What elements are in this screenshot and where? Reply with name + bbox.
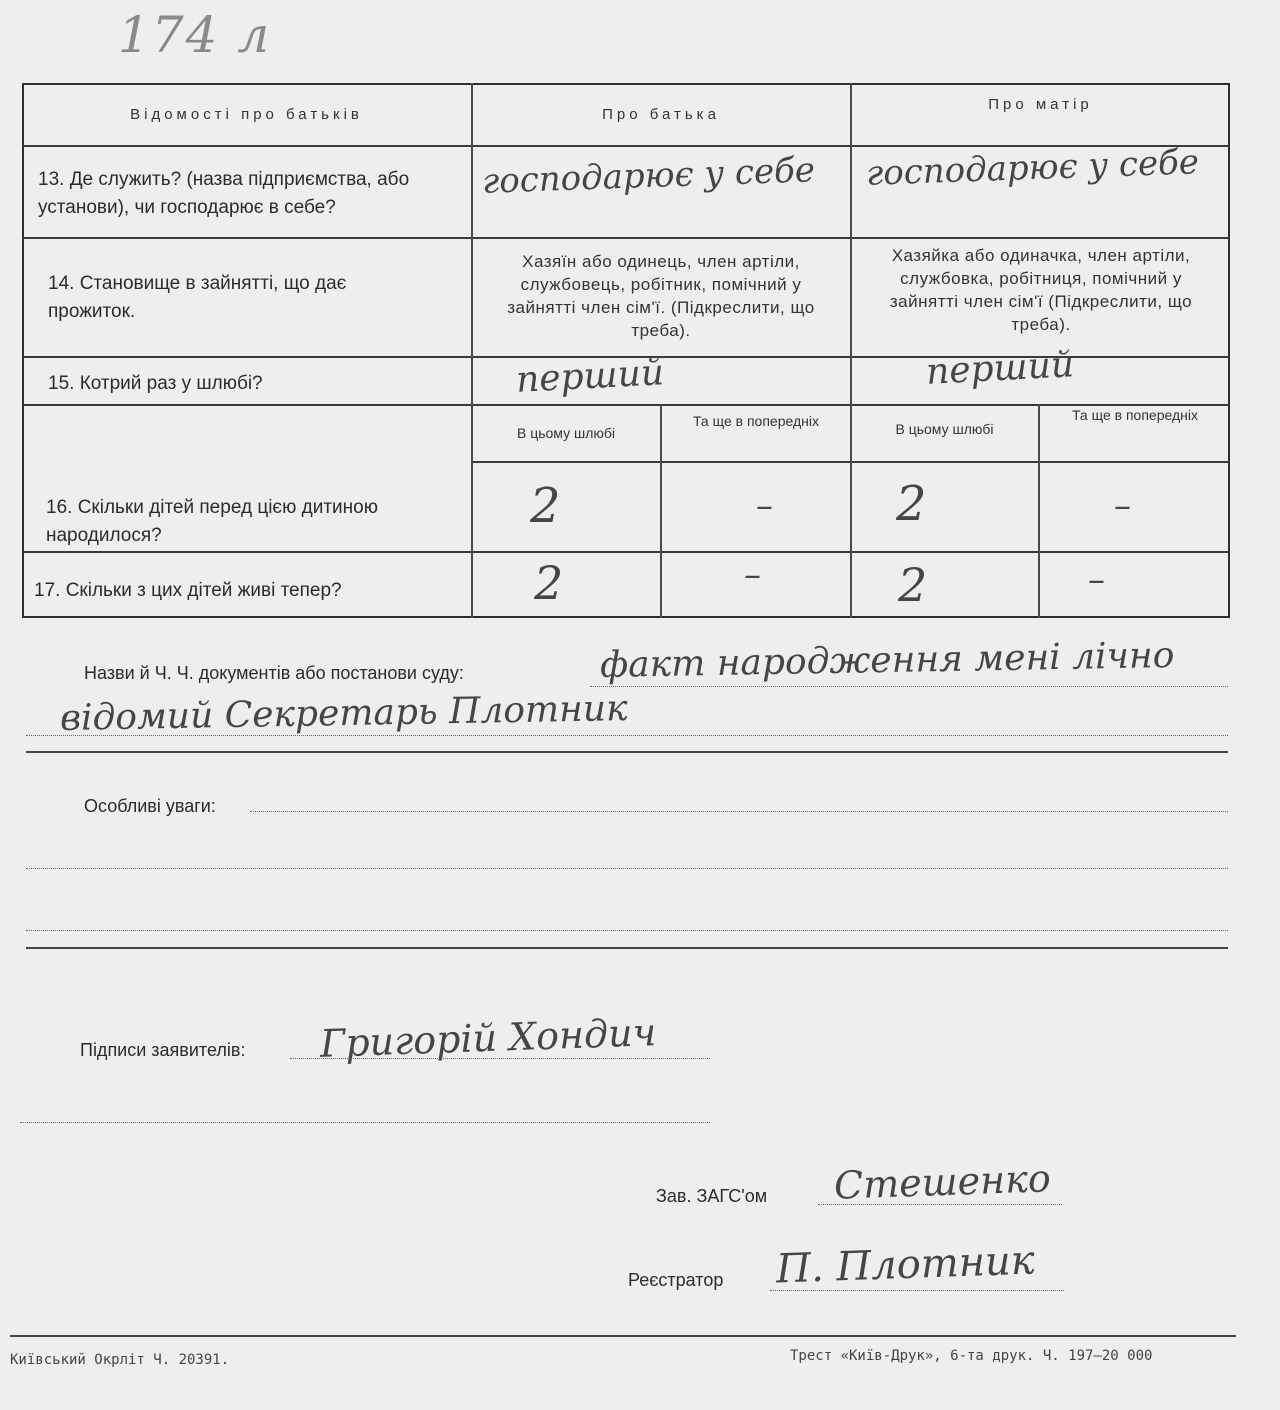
table-rule (471, 83, 473, 618)
subheader-father-this-marriage: В цьому шлюбі (516, 425, 616, 441)
separator-line (26, 751, 1228, 753)
table-rule (1038, 404, 1040, 618)
header-parents-info: Відомості про батьків (130, 106, 363, 123)
answer-17-father-prev: – (744, 555, 761, 595)
answer-15-father: перший (515, 352, 665, 401)
answer-16-mother-prev: – (1114, 486, 1131, 526)
applicants-signature-label: Підписи заявителів: (80, 1040, 246, 1060)
dotted-line (818, 1204, 1062, 1205)
separator-line (26, 947, 1228, 949)
documents-entry-line-1: факт народження мені лічно (599, 634, 1175, 687)
answer-17-father-this: 2 (534, 556, 564, 610)
dotted-line (26, 930, 1228, 931)
documents-entry-line-2: відомий Секретарь Плотник (59, 688, 628, 739)
question-14: 14. Становище в зайнятті, що дає прожиток. (48, 273, 347, 322)
question-15: 15. Котрий раз у шлюбі? (48, 373, 263, 394)
dotted-line (26, 735, 1228, 736)
header-about-father: Про батька (602, 106, 720, 123)
registrar-label: Реєстратор (628, 1270, 724, 1290)
applicants-signature: Григорій Хондич (319, 1010, 657, 1066)
question-17: 17. Скільки з цих дітей живі тепер? (34, 580, 342, 601)
footer-printer: Трест «Київ-Друк», 6-та друк. Ч. 197—20 000 (790, 1348, 1153, 1364)
dotted-line (290, 1058, 710, 1059)
zags-head-signature: Стешенко (833, 1156, 1052, 1208)
subheader-mother-previous: Та ще в попередніх (1072, 407, 1198, 423)
subheader-father-previous: Та ще в попередніх (693, 413, 819, 429)
answer-16-mother-this: 2 (896, 476, 927, 532)
options-14-father: Хазяїн або одинець, член артіли, службовець, робітник, помічний у зайнятті член сім'ї. (Підкреслити, що треба). (507, 252, 815, 340)
answer-16-father-prev: – (756, 486, 773, 526)
documents-label: Назви й Ч. Ч. документів або постанови суду: (84, 663, 464, 683)
answer-16-father-this: 2 (530, 478, 561, 534)
dotted-line (250, 811, 1228, 812)
zags-head-label: Зав. ЗАГС'ом (656, 1186, 768, 1206)
options-14-mother: Хазяйка або одиначка, член артіли, службовка, робітниця, помічний у зайнятті член сім'ї (Підкреслити, що треба). (889, 246, 1193, 334)
table-rule (22, 551, 1230, 553)
dotted-line (26, 868, 1228, 869)
footer-rule (10, 1335, 1236, 1337)
registrar-signature: П. Плотник (775, 1237, 1036, 1293)
subheader-mother-this-marriage: В цьому шлюбі (895, 421, 994, 437)
answer-15-mother: перший (925, 344, 1075, 393)
remarks-label: Особливі уваги: (84, 796, 216, 816)
table-rule (850, 83, 852, 618)
table-rule (22, 237, 1230, 239)
footer-censor-number: Київський Окрліт Ч. 20391. (10, 1352, 230, 1368)
answer-13-mother: господарює у себе (865, 142, 1200, 194)
answer-13-father: господарює у себе (481, 150, 816, 202)
header-about-mother: Про матір (988, 96, 1093, 113)
answer-17-mother-this: 2 (898, 558, 928, 612)
answer-17-mother-prev: – (1088, 560, 1105, 600)
dotted-line (590, 686, 1228, 687)
dotted-line (770, 1290, 1064, 1291)
question-13: 13. Де служить? (назва підприємства, або установи), чи господарює в себе? (38, 169, 410, 218)
corner-pencil-note: 174 л (118, 6, 272, 64)
table-rule (660, 404, 662, 618)
question-16: 16. Скільки дітей перед цією дитиною народилося? (46, 497, 378, 546)
dotted-line (20, 1122, 710, 1123)
